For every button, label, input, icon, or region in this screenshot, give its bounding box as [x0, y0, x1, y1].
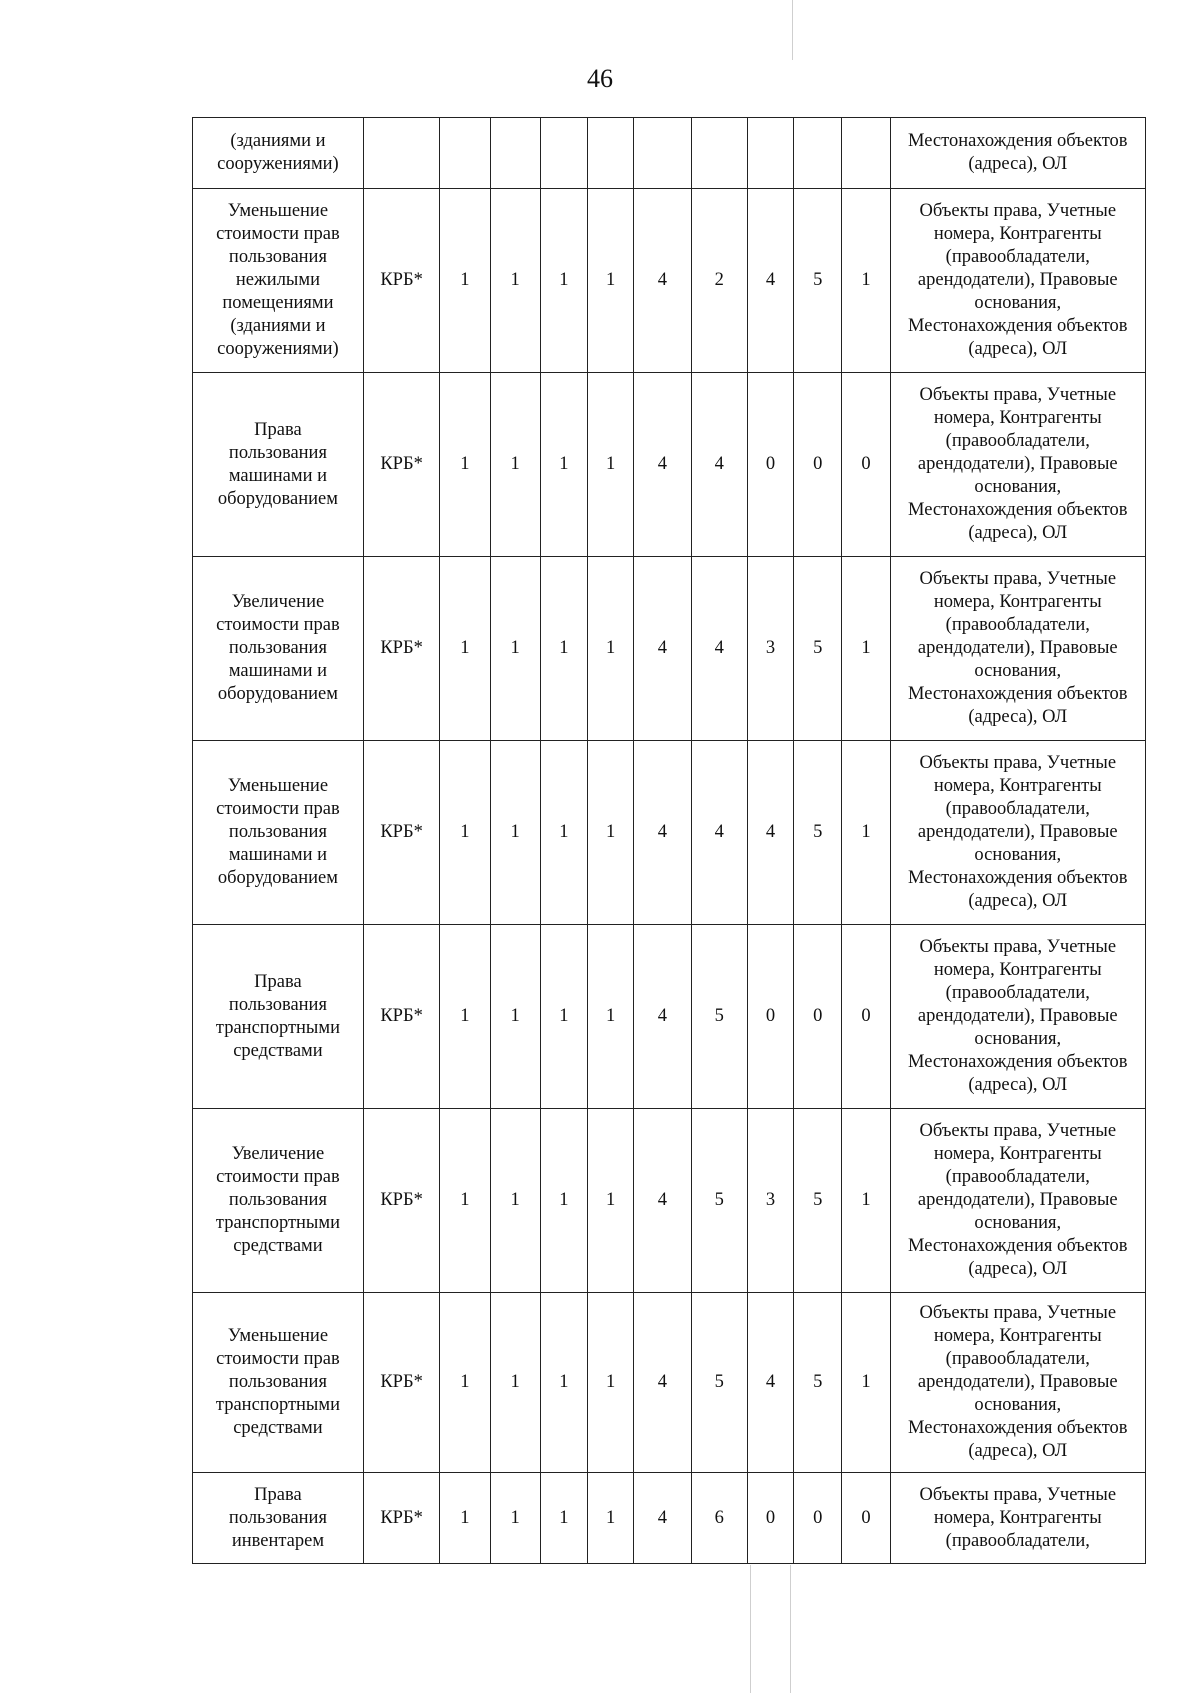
digit-cell: 1: [540, 1473, 587, 1564]
analytics-info-cell: Объекты права, Учетные номера, Контрагенты (правообладатели,: [890, 1473, 1145, 1564]
scan-artifact-line: [792, 0, 793, 60]
digit-cell: 4: [747, 1293, 793, 1473]
digit-cell: 4: [634, 1473, 691, 1564]
digit-cell: 5: [794, 1109, 842, 1293]
digit-cell: [691, 118, 747, 189]
digit-cell: 1: [440, 1109, 490, 1293]
digit-cell: 1: [490, 1109, 540, 1293]
digit-cell: 1: [842, 1109, 890, 1293]
digit-cell: 3: [747, 557, 793, 741]
digit-cell: 1: [540, 189, 587, 373]
digit-cell: 1: [540, 1293, 587, 1473]
digit-cell: 6: [691, 1473, 747, 1564]
digit-cell: 5: [691, 925, 747, 1109]
digit-cell: 0: [747, 925, 793, 1109]
code-cell: КРБ*: [363, 557, 439, 741]
digit-cell: [588, 118, 634, 189]
digit-cell: [794, 118, 842, 189]
digit-cell: 4: [691, 557, 747, 741]
digit-cell: 5: [691, 1293, 747, 1473]
digit-cell: 1: [842, 1293, 890, 1473]
digit-cell: 5: [794, 1293, 842, 1473]
digit-cell: 1: [842, 189, 890, 373]
digit-cell: 0: [747, 1473, 793, 1564]
table-row: [193, 925, 1146, 1109]
analytics-info-cell: Объекты права, Учетные номера, Контрагенты (правообладатели, арендодатели), Правовые основания, Местонахождения объектов (адреса), ОЛ: [890, 557, 1145, 741]
digit-cell: 1: [540, 925, 587, 1109]
scan-artifact-line: [750, 1565, 751, 1693]
table-row: [193, 557, 1146, 741]
digit-cell: 1: [588, 189, 634, 373]
code-cell: КРБ*: [363, 1109, 439, 1293]
item-name-cell: Увеличение стоимости прав пользования машинами и оборудованием: [193, 557, 364, 741]
digit-cell: 1: [440, 741, 490, 925]
digit-cell: 4: [634, 925, 691, 1109]
digit-cell: 1: [440, 557, 490, 741]
item-name-cell: Права пользования транспортными средствами: [193, 925, 364, 1109]
digit-cell: 1: [540, 373, 587, 557]
digit-cell: 1: [588, 557, 634, 741]
item-name-cell: Права пользования машинами и оборудованием: [193, 373, 364, 557]
code-cell: КРБ*: [363, 189, 439, 373]
digit-cell: 4: [747, 189, 793, 373]
digit-cell: 1: [490, 189, 540, 373]
digit-cell: 4: [634, 557, 691, 741]
table-row: [193, 189, 1146, 373]
digit-cell: 1: [540, 1109, 587, 1293]
digit-cell: 1: [490, 557, 540, 741]
digit-cell: 2: [691, 189, 747, 373]
analytics-info-cell: Местонахождения объектов (адреса), ОЛ: [890, 118, 1145, 189]
digit-cell: 5: [794, 741, 842, 925]
digit-cell: 0: [794, 1473, 842, 1564]
page-number: 46: [587, 64, 613, 93]
table-row: [193, 118, 1146, 189]
digit-cell: 0: [842, 925, 890, 1109]
digit-cell: 0: [747, 373, 793, 557]
digit-cell: 1: [842, 557, 890, 741]
digit-cell: 1: [588, 1293, 634, 1473]
code-cell: КРБ*: [363, 373, 439, 557]
table-row: [193, 1109, 1146, 1293]
analytics-info-cell: Объекты права, Учетные номера, Контрагенты (правообладатели, арендодатели), Правовые основания, Местонахождения объектов (адреса), ОЛ: [890, 925, 1145, 1109]
digit-cell: 1: [540, 741, 587, 925]
digit-cell: 4: [634, 1293, 691, 1473]
digit-cell: 1: [490, 1473, 540, 1564]
table-row: [193, 373, 1146, 557]
digit-cell: 3: [747, 1109, 793, 1293]
digit-cell: [540, 118, 587, 189]
digit-cell: 0: [842, 373, 890, 557]
table-row: [193, 1473, 1146, 1564]
digit-cell: 5: [691, 1109, 747, 1293]
digit-cell: [634, 118, 691, 189]
digit-cell: 1: [440, 1293, 490, 1473]
code-cell: КРБ*: [363, 1473, 439, 1564]
digit-cell: [490, 118, 540, 189]
item-name-cell: (зданиями и сооружениями): [193, 118, 364, 189]
digit-cell: 4: [634, 741, 691, 925]
analytics-info-cell: Объекты права, Учетные номера, Контрагенты (правообладатели, арендодатели), Правовые основания, Местонахождения объектов (адреса), ОЛ: [890, 373, 1145, 557]
analytics-info-cell: Объекты права, Учетные номера, Контрагенты (правообладатели, арендодатели), Правовые основания, Местонахождения объектов (адреса), ОЛ: [890, 1293, 1145, 1473]
table-body: [193, 118, 1146, 1564]
digit-cell: 1: [588, 1473, 634, 1564]
analytics-info-cell: Объекты права, Учетные номера, Контрагенты (правообладатели, арендодатели), Правовые основания, Местонахождения объектов (адреса), ОЛ: [890, 741, 1145, 925]
digit-cell: 1: [588, 1109, 634, 1293]
digit-cell: 1: [490, 741, 540, 925]
digit-cell: 5: [794, 557, 842, 741]
scan-artifact-line: [790, 1565, 791, 1693]
digit-cell: 1: [440, 373, 490, 557]
digit-cell: [440, 118, 490, 189]
code-cell: [363, 118, 439, 189]
digit-cell: [747, 118, 793, 189]
item-name-cell: Уменьшение стоимости прав пользования нежилыми помещениями (зданиями и сооружениями): [193, 189, 364, 373]
code-cell: КРБ*: [363, 1293, 439, 1473]
digit-cell: 4: [634, 189, 691, 373]
classification-table: [192, 117, 1146, 1564]
digit-cell: 1: [440, 925, 490, 1109]
code-cell: КРБ*: [363, 741, 439, 925]
digit-cell: 0: [842, 1473, 890, 1564]
digit-cell: 4: [747, 741, 793, 925]
item-name-cell: Уменьшение стоимости прав пользования транспортными средствами: [193, 1293, 364, 1473]
table-row: [193, 1293, 1146, 1473]
digit-cell: 1: [490, 373, 540, 557]
digit-cell: 1: [440, 189, 490, 373]
digit-cell: 1: [440, 1473, 490, 1564]
digit-cell: 1: [588, 373, 634, 557]
item-name-cell: Увеличение стоимости прав пользования транспортными средствами: [193, 1109, 364, 1293]
digit-cell: 0: [794, 925, 842, 1109]
item-name-cell: Права пользования инвентарем: [193, 1473, 364, 1564]
digit-cell: 1: [588, 741, 634, 925]
analytics-info-cell: Объекты права, Учетные номера, Контрагенты (правообладатели, арендодатели), Правовые основания, Местонахождения объектов (адреса), ОЛ: [890, 189, 1145, 373]
digit-cell: 4: [691, 373, 747, 557]
digit-cell: 4: [691, 741, 747, 925]
digit-cell: [842, 118, 890, 189]
digit-cell: 0: [794, 373, 842, 557]
digit-cell: 4: [634, 373, 691, 557]
code-cell: КРБ*: [363, 925, 439, 1109]
digit-cell: 5: [794, 189, 842, 373]
digit-cell: 4: [634, 1109, 691, 1293]
digit-cell: 1: [588, 925, 634, 1109]
digit-cell: 1: [842, 741, 890, 925]
digit-cell: 1: [490, 925, 540, 1109]
analytics-info-cell: Объекты права, Учетные номера, Контрагенты (правообладатели, арендодатели), Правовые основания, Местонахождения объектов (адреса), ОЛ: [890, 1109, 1145, 1293]
table-row: [193, 741, 1146, 925]
digit-cell: 1: [540, 557, 587, 741]
digit-cell: 1: [490, 1293, 540, 1473]
item-name-cell: Уменьшение стоимости прав пользования машинами и оборудованием: [193, 741, 364, 925]
